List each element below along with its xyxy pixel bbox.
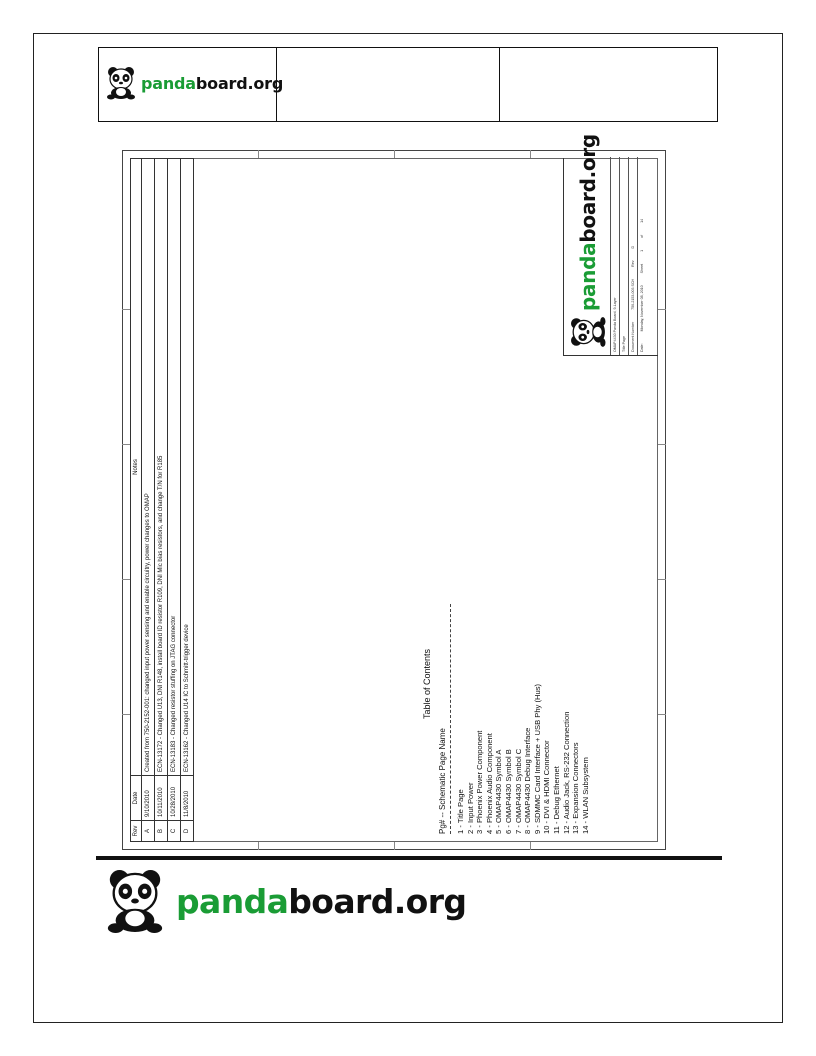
- toc-item: 10 - DVI & HDMI Connector: [542, 740, 552, 834]
- toc-item: 14 - WLAN Subsystem: [580, 757, 590, 834]
- tb-text: 750-2153-003 SCH: [631, 278, 635, 310]
- header-table: [98, 47, 718, 122]
- rev-cell: B: [155, 821, 168, 842]
- tb-text: of: [640, 234, 644, 238]
- title-block-row: [619, 157, 628, 355]
- tb-text: Rev: [631, 260, 635, 267]
- toc-divider: [450, 604, 451, 834]
- zone-tick: [394, 150, 395, 158]
- toc-item: 2 - Input Power: [465, 782, 475, 834]
- title-block-row: [628, 157, 637, 355]
- zone-tick: [658, 309, 666, 310]
- rev-cell: A: [142, 821, 155, 842]
- notes-cell: ECN-13172 - Changed U13, DNI R148, install board ID resistor R109, DNI Mic bias resistors, and change T/N for R185: [155, 159, 168, 776]
- revision-row: [168, 159, 181, 842]
- toc-item: 12 - Audio Jack, RS-232 Connection: [561, 711, 571, 834]
- toc-item: 1 - Title Page: [456, 789, 465, 834]
- tb-text: Monday, November 08, 2010: [640, 285, 644, 332]
- toc-subtitle: Pg# -- Schematic Page Name: [438, 728, 447, 834]
- schematic-sheet: [122, 134, 666, 850]
- toc-item: 5 - OMAP4430 Symbol A: [494, 749, 504, 834]
- revision-table: [130, 158, 194, 842]
- rev-header: Rev: [131, 821, 142, 842]
- revision-header-row: [131, 159, 142, 842]
- revision-row: [155, 159, 168, 842]
- header-logo: [105, 66, 283, 100]
- rev-cell: C: [168, 821, 181, 842]
- title-block: [563, 134, 658, 356]
- panda-logo-icon: [104, 868, 166, 934]
- tb-text: 1: [640, 249, 644, 252]
- date-cell: 10/28/2010: [168, 776, 181, 821]
- sheet-rotated: [122, 134, 666, 850]
- tb-text: Sheet: [640, 263, 644, 274]
- rev-cell: D: [181, 821, 194, 842]
- header-empty-cell-2: [500, 48, 717, 121]
- header-brand: pandaboard.org: [141, 73, 284, 93]
- title-block-brand: pandaboard.org: [576, 134, 600, 311]
- tb-text: Date:: [640, 343, 644, 352]
- title-block-row: [610, 157, 619, 355]
- toc-item: 13 - Expansion Connectors: [571, 742, 581, 834]
- zone-tick: [530, 842, 531, 850]
- zone-tick: [394, 842, 395, 850]
- toc-item: 8 - OMAP4430 Debug Interface: [523, 727, 533, 834]
- toc-item: 7 - OMAP4430 Symbol C: [513, 748, 523, 834]
- revision-row: [181, 159, 194, 842]
- zone-tick: [122, 714, 130, 715]
- zone-tick: [658, 444, 666, 445]
- zone-tick: [658, 579, 666, 580]
- toc-item: 11 - Debug Ethernet: [551, 766, 561, 834]
- zone-tick: [658, 714, 666, 715]
- tb-text: Title Page: [622, 335, 626, 352]
- zone-tick: [122, 444, 130, 445]
- footer-rule: [96, 856, 722, 860]
- notes-header: Notes: [131, 159, 142, 776]
- zone-tick: [258, 842, 259, 850]
- zone-tick: [258, 150, 259, 158]
- toc-item: 4 - Phoenix Audio Component: [484, 733, 494, 834]
- notes-cell: Created from 750-2152-001: changed input power sensing and enable circuitry, power changes to OMAP: [142, 159, 155, 776]
- date-header: Date: [131, 776, 142, 821]
- tb-text: Document Number: [631, 321, 635, 352]
- date-cell: 9/10/2010: [142, 776, 155, 821]
- title-block-rows: [610, 157, 646, 355]
- tb-text: D: [631, 245, 635, 249]
- date-cell: 10/11/2010: [155, 776, 168, 821]
- toc-item: 3 - Phoenix Power Component: [475, 730, 485, 834]
- toc-title: Table of Contents: [422, 648, 432, 720]
- footer-brand: pandaboard.org: [176, 881, 467, 921]
- zone-tick: [530, 150, 531, 158]
- zone-tick: [122, 309, 130, 310]
- title-block-row: [637, 157, 646, 355]
- revision-row: [142, 159, 155, 842]
- notes-cell: ECN-13183 - Changed resistor stuffing on JTAG connector: [168, 159, 181, 776]
- toc-item: 9 - SDMMC Card Interface + USB Phy (Hus): [532, 683, 542, 834]
- header-empty-cell: [277, 48, 500, 121]
- header-logo-cell: [99, 48, 284, 121]
- toc-item: 6 - OMAP4430 Symbol B: [503, 749, 513, 834]
- title-block-logo: [570, 134, 606, 349]
- footer-logo: [104, 868, 466, 934]
- table-of-contents: [422, 574, 590, 834]
- tb-text: OMAP4430 Panda Board, 9-Layer: [613, 297, 617, 352]
- date-cell: 11/8/2010: [181, 776, 194, 821]
- notes-cell: ECN-13162 - Changed U14 IC to Schmitt-trigger device: [181, 159, 194, 776]
- panda-logo-icon: [570, 315, 606, 349]
- zone-tick: [122, 579, 130, 580]
- panda-logo-icon: [105, 66, 137, 100]
- tb-text: 14: [640, 218, 644, 223]
